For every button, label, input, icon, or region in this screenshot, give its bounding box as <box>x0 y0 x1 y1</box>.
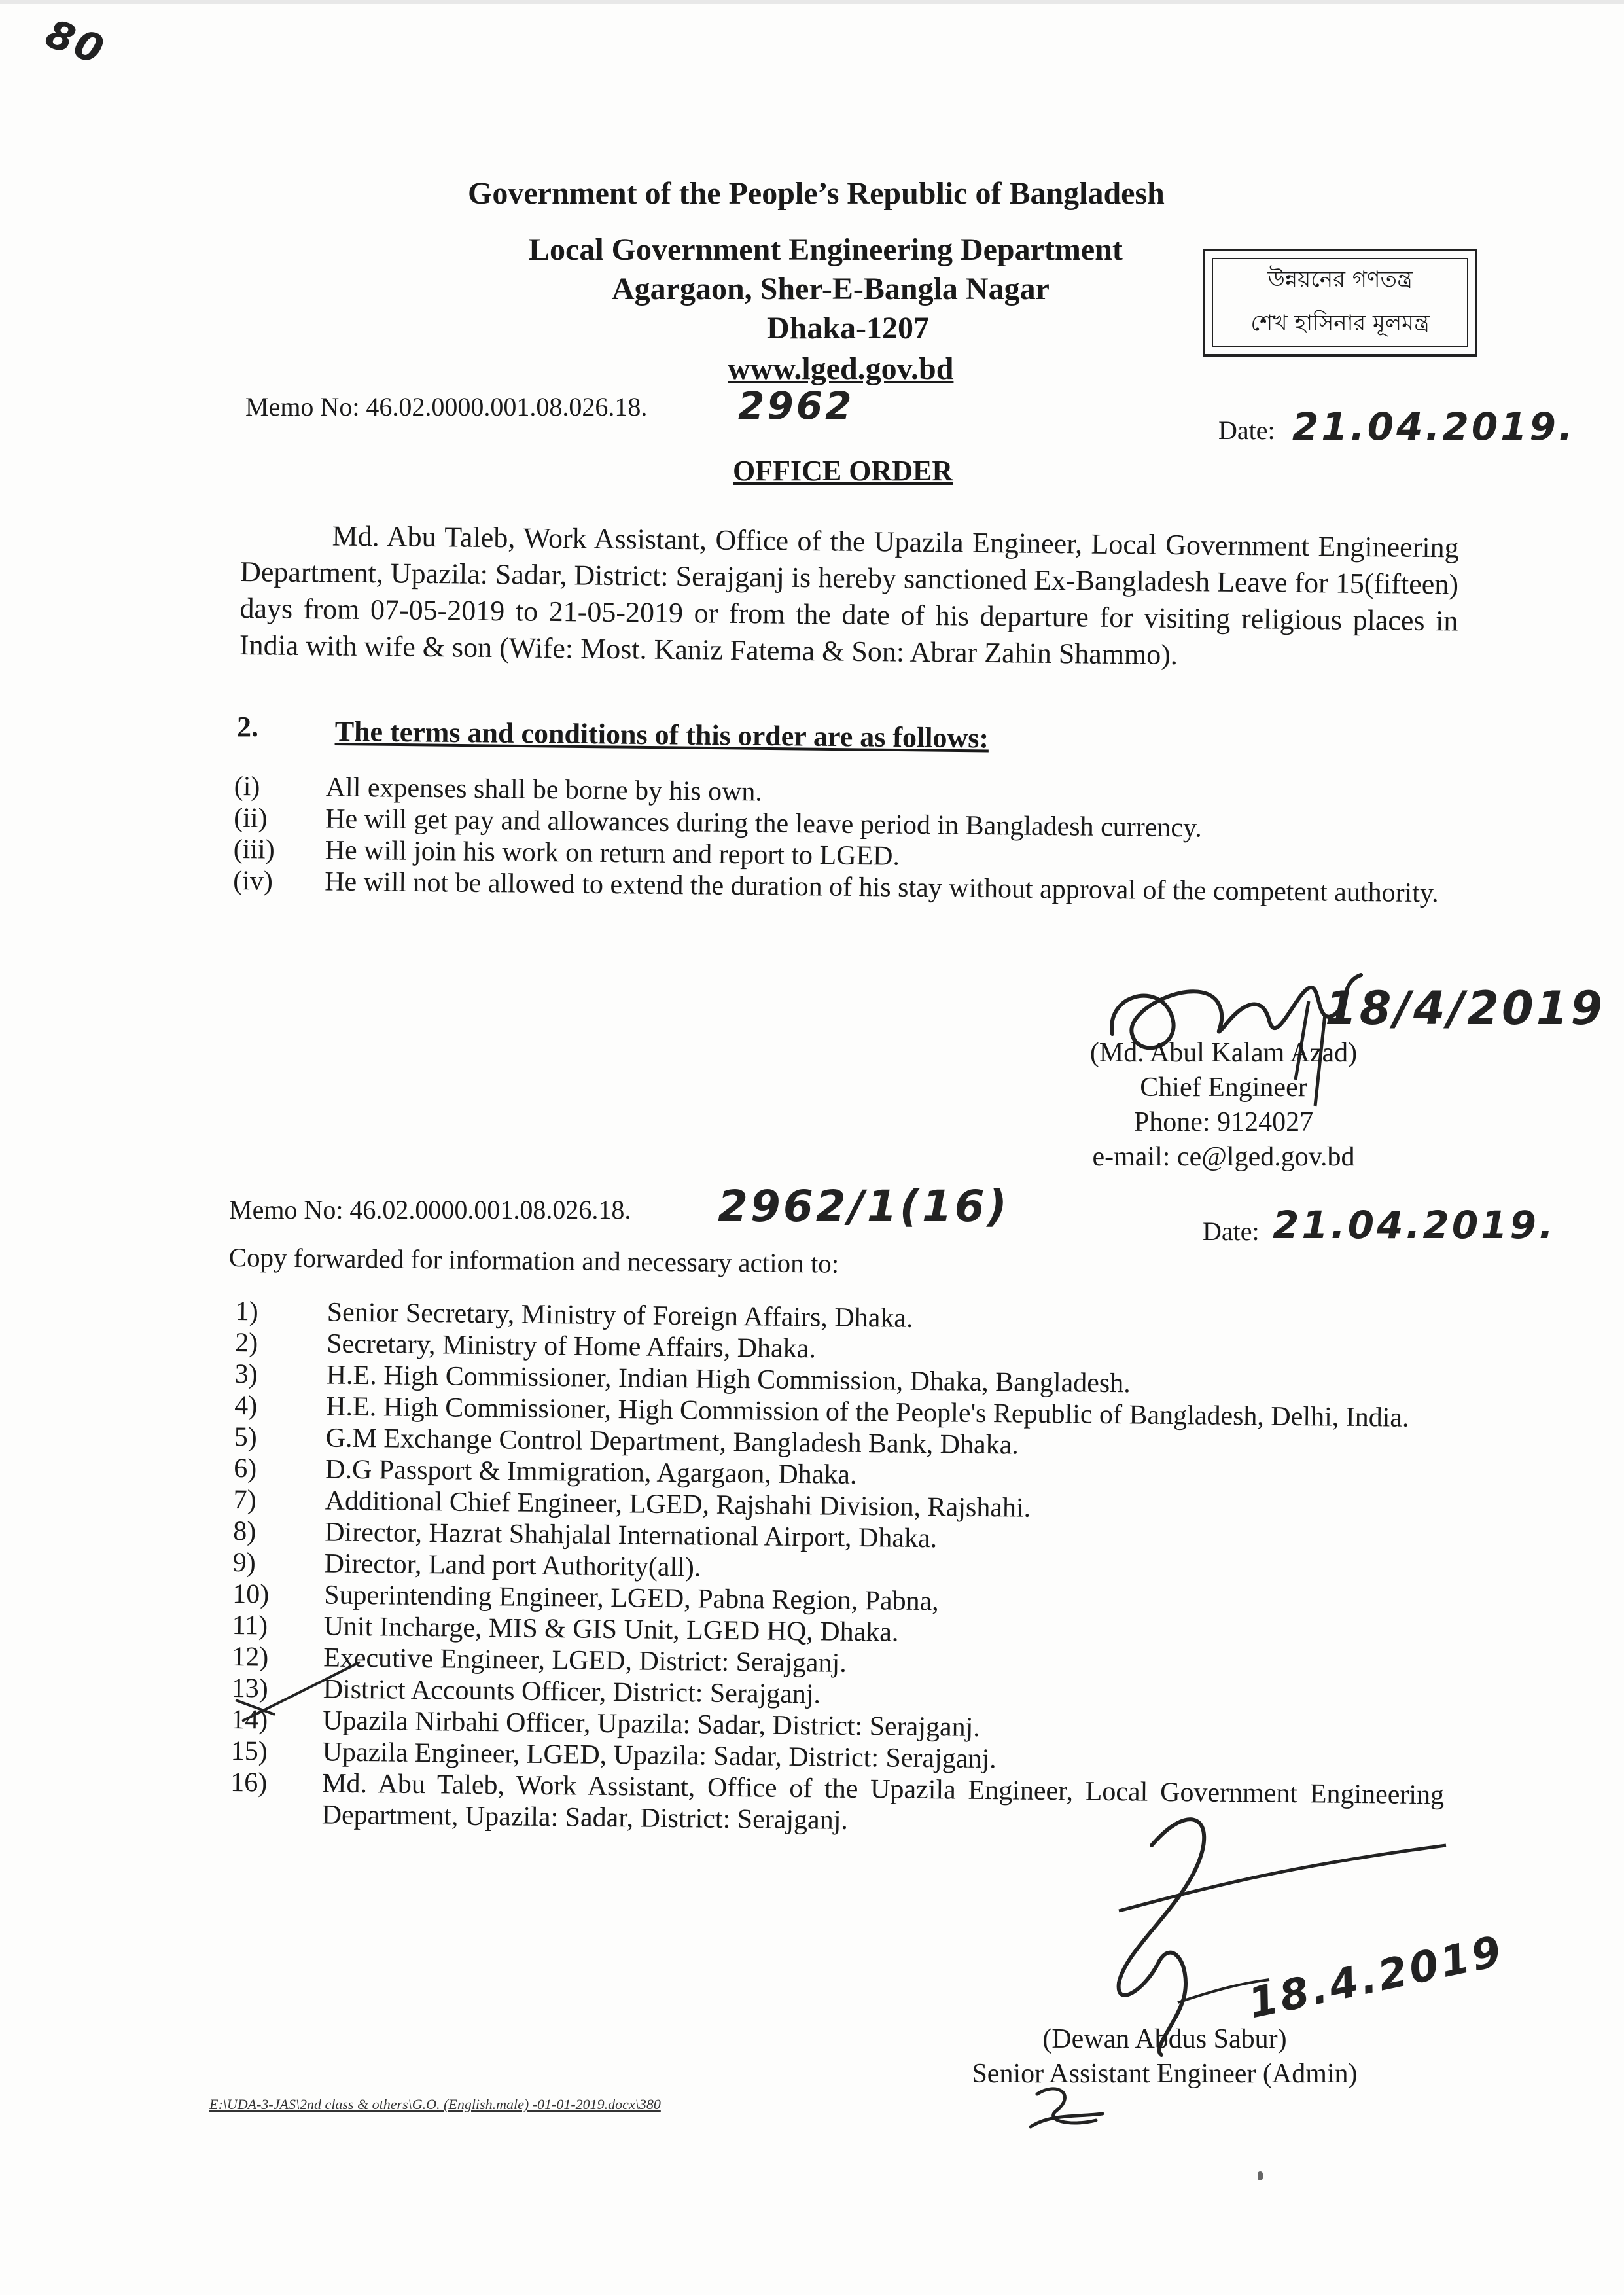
terms-item-number: (ii) <box>234 802 268 834</box>
header-government: Government of the People’s Republic of Bangladesh <box>468 176 1165 211</box>
recipient-number: 1) <box>235 1296 258 1327</box>
memo2-number-handwritten: 2962/1(16) <box>718 1181 1010 1232</box>
memo-number-label: Memo No: 46.02.0000.001.08.026.18. <box>245 392 648 421</box>
recipient-text: G.M Exchange Control Department, Bangladesh Bank, Dhaka. <box>325 1423 1019 1461</box>
signatory-1-phone: Phone: 9124027 <box>1133 1107 1314 1137</box>
header-city: Dhaka-1207 <box>767 311 930 346</box>
terms-item-text: All expenses shall be borne by his own. <box>325 772 763 808</box>
signatory-block-1 <box>1021 1036 1426 1175</box>
recipient-number: 4) <box>234 1390 258 1421</box>
terms-item-number: (iii) <box>233 834 275 865</box>
signatory-1-name: (Md. Abul Kalam Azad) <box>1089 1038 1358 1068</box>
senior-engineer-sign-date: 18.4.2019 <box>1244 1927 1508 2029</box>
recipient-number: 6) <box>233 1453 257 1484</box>
slogan-line-1: উন্নয়নের গণতন্ত্র <box>1267 266 1413 293</box>
recipient-text: Additional Chief Engineer, LGED, Rajshahi Division, Rajshahi. <box>325 1486 1031 1523</box>
memo2-number-label: Memo No: 46.02.0000.001.08.026.18. <box>229 1195 631 1224</box>
strike-marks <box>229 1649 373 1734</box>
section-number: 2. <box>237 711 258 743</box>
recipient-number: 2) <box>235 1327 258 1359</box>
recipient-number: 3) <box>234 1359 258 1390</box>
memo2-date-label: Date: <box>1203 1217 1260 1246</box>
terms-item-text: He will not be allowed to extend the duration of his stay without approval of the competent authority. <box>324 866 1439 909</box>
recipient-number: 7) <box>233 1484 256 1516</box>
recipient-text: Senior Secretary, Ministry of Foreign Affairs, Dhaka. <box>327 1297 913 1334</box>
recipient-text: D.G Passport & Immigration, Agargaon, Dhaka. <box>325 1454 857 1490</box>
terms-item-number: (iv) <box>232 865 274 897</box>
recipient-text: Director, Hazrat Shahjalal International Airport, Dhaka. <box>324 1517 938 1554</box>
header-address: Agargaon, Sher-E-Bangla Nagar <box>612 272 1050 306</box>
file-path-footer: E:\UDA-3-JAS\2nd class & others\G.O. (English.male) -01-01-2019.docx\380 <box>209 2096 661 2112</box>
header-department: Local Government Engineering Department <box>529 232 1123 267</box>
recipient-text: District Accounts Officer, District: Serajganj. <box>323 1674 821 1710</box>
recipient-number: 12) <box>231 1641 269 1673</box>
recipient-number: 15) <box>230 1735 268 1767</box>
recipient-number: 10) <box>232 1578 270 1610</box>
slogan-box <box>1203 249 1477 357</box>
recipient-text: Director, Land port Authority(all). <box>324 1548 701 1583</box>
page-edge <box>0 0 1624 4</box>
signatory-1-email: e-mail: ce@lged.gov.bd <box>1092 1142 1355 1172</box>
copy-forward-intro: Copy forwarded for information and necessary action to: <box>228 1242 839 1279</box>
margin-note: 80 <box>39 10 112 75</box>
recipients-list <box>230 1296 1449 1842</box>
terms-item-text: He will get pay and allowances during the leave period in Bangladesh currency. <box>325 804 1203 844</box>
recipient-text: Executive Engineer, LGED, District: Serajganj. <box>323 1643 847 1679</box>
recipient-text: Superintending Engineer, LGED, Pabna Region, Pabna, <box>323 1580 940 1617</box>
recipient-text: H.E. High Commissioner, Indian High Commission, Dhaka, Bangladesh. <box>326 1360 1131 1399</box>
order-title: OFFICE ORDER <box>733 455 953 487</box>
recipient-text: Upazila Engineer, LGED, Upazila: Sadar, District: Serajganj. <box>322 1737 997 1775</box>
recipient-number: 14) <box>230 1704 268 1735</box>
recipient-text: Secretary, Ministry of Home Affairs, Dhaka. <box>326 1328 817 1364</box>
recipient-number: 5) <box>234 1421 257 1453</box>
recipient-number: 8) <box>232 1516 256 1547</box>
recipient-number: 13) <box>231 1673 268 1704</box>
header-website: www.lged.gov.bd <box>728 351 954 386</box>
recipient-number: 11) <box>232 1610 268 1641</box>
memo2-date-handwritten: 21.04.2019. <box>1273 1203 1556 1247</box>
signatory-1-designation: Chief Engineer <box>1140 1073 1307 1103</box>
memo-number-handwritten: 2962 <box>738 383 855 428</box>
recipient-text: Md. Abu Taleb, Work Assistant, Office of the Upazila Engineer, Local Government Engineering Department, Upazila: Sadar, District: Serajganj. <box>321 1768 1445 1836</box>
initial-mark <box>1017 2081 1109 2140</box>
scan-speck <box>1258 2171 1263 2180</box>
signatory-block-2 <box>936 2022 1394 2091</box>
slogan-line-2: শেখ হাসিনার মূলমন্ত্র <box>1250 310 1430 336</box>
recipient-text: Upazila Nirbahi Officer, Upazila: Sadar, District: Serajganj. <box>322 1705 981 1743</box>
order-body-text: Md. Abu Taleb, Work Assistant, Office of the Upazila Engineer, Local Government Engineering Department, Upazila: Sadar, District: Serajganj is hereby sanctioned Ex-Bangladesh Leave for 15(fifteen) days from 07-05-2019 to 21-05-2019 or from the date of his departure for visiting religious places in India with wife & son (Wife: Most. Kaniz Fatema & Son: Abrar Zahin Shammo). <box>239 520 1459 671</box>
signatory-2-designation: Senior Assistant Engineer (Admin) <box>972 2059 1358 2089</box>
terms-heading: The terms and conditions of this order are as follows: <box>334 715 989 755</box>
terms-item-text: He will join his work on return and report to LGED. <box>325 835 900 872</box>
signatory-2-name: (Dewan Abdus Sabur) <box>1042 2024 1287 2054</box>
recipient-number: 16) <box>230 1767 268 1798</box>
terms-list <box>233 771 1451 909</box>
chief-engineer-sign-date: 18/4/2019 <box>1325 982 1606 1035</box>
terms-item-number: (i) <box>234 772 260 802</box>
recipient-text: Unit Incharge, MIS & GIS Unit, LGED HQ, Dhaka. <box>323 1611 899 1648</box>
memo-date-handwritten: 21.04.2019. <box>1292 404 1576 449</box>
order-body <box>239 517 1459 676</box>
memo-date-label: Date: <box>1218 416 1275 445</box>
recipient-text: H.E. High Commissioner, High Commission of the People's Republic of Bangladesh, Delhi, India. <box>325 1391 1409 1433</box>
recipient-number: 9) <box>232 1547 256 1578</box>
